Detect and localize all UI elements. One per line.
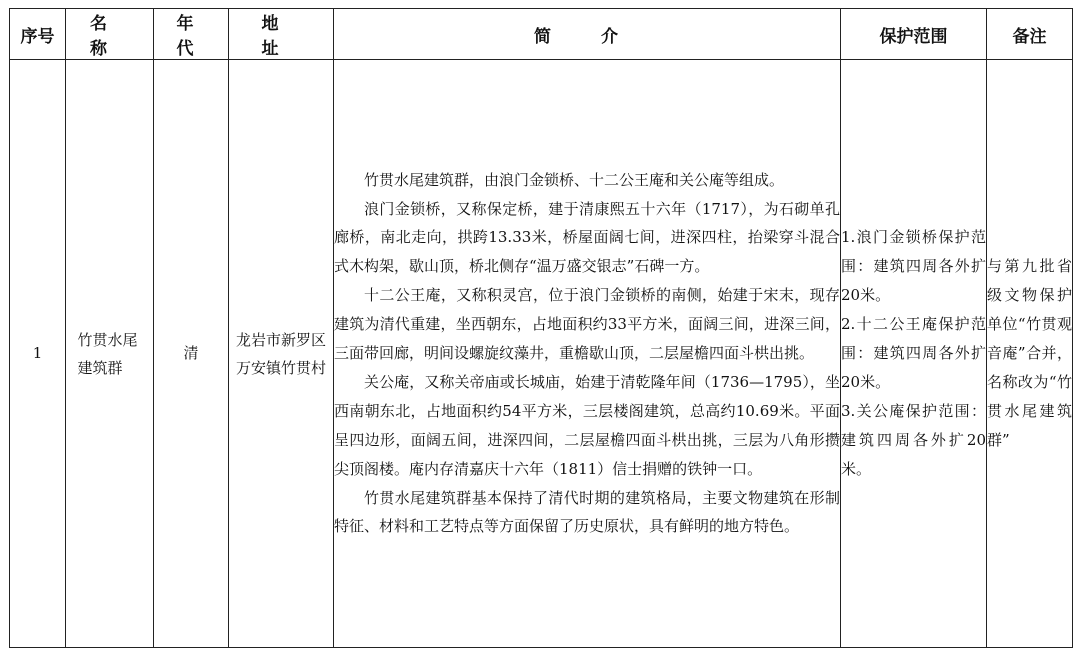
intro-paragraph: 十二公王庵，又称积灵宫，位于浪门金锁桥的南侧，始建于宋末，现存建筑为清代重建，坐西朝东，占地面积约33平方米，面阔三间，进深三间，三面带回廊，明间设螺旋纹藻井，重檐歇山顶，二层屋檐四面斗栱出挑。 [334, 286, 840, 363]
cell-intro [334, 60, 841, 648]
header-remark: 备注 [987, 9, 1073, 60]
intro-paragraph: 浪门金锁桥，又称保定桥，建于清康熙五十六年（1717），为石砌单孔廊桥，南北走向，拱跨13.33米，桥屋面阔七间，进深四柱，抬梁穿斗混合式木构架，歇山顶，桥北侧存“温万盛交银志”石碑一方。 [334, 199, 840, 276]
header-address: 地 址 [229, 9, 334, 60]
cell-name-text: 竹贯水尾建筑群 [77, 330, 138, 377]
cell-protection [841, 60, 987, 648]
table-header-row [10, 9, 1073, 60]
cell-name [66, 60, 154, 648]
cell-era: 清 [154, 60, 229, 648]
header-name: 名 称 [66, 9, 154, 60]
heritage-table [9, 8, 1073, 648]
protection-item: 1.浪门金锁桥保护范围：建筑四周各外扩20米。 [841, 228, 986, 304]
cell-seq: 1 [10, 60, 66, 648]
protection-item: 3.关公庵保护范围：建筑四周各外扩20米。 [841, 402, 986, 478]
protection-item: 2.十二公王庵保护范围：建筑四周各外扩20米。 [841, 315, 986, 391]
header-era: 年 代 [154, 9, 229, 60]
header-intro: 简 介 [334, 9, 841, 60]
table-row [10, 60, 1073, 648]
intro-paragraph: 竹贯水尾建筑群基本保持了清代时期的建筑格局，主要文物建筑在形制特征、材料和工艺特点等方面保留了历史原状，具有鲜明的地方特色。 [334, 488, 840, 536]
intro-paragraph: 关公庵，又称关帝庙或长城庙，始建于清乾隆年间（1736—1795），坐西南朝东北，占地面积约54平方米，三层楼阁建筑，总高约10.69米。平面呈四边形，面阔五间，进深四间，二层屋檐四面斗栱出挑，三层为八角形攒尖顶阁楼。庵内存清嘉庆十六年（1811）信士捐赠的铁钟一口。 [334, 372, 840, 478]
intro-paragraph: 竹贯水尾建筑群，由浪门金锁桥、十二公王庵和关公庵等组成。 [364, 170, 785, 189]
cell-remark: 与第九批省级文物保护单位“竹贯观音庵”合并，名称改为“竹贯水尾建筑群” [987, 60, 1073, 648]
cell-address: 龙岩市新罗区万安镇竹贯村 [229, 60, 334, 648]
header-seq: 序号 [10, 9, 66, 60]
header-protection: 保护范围 [841, 9, 987, 60]
